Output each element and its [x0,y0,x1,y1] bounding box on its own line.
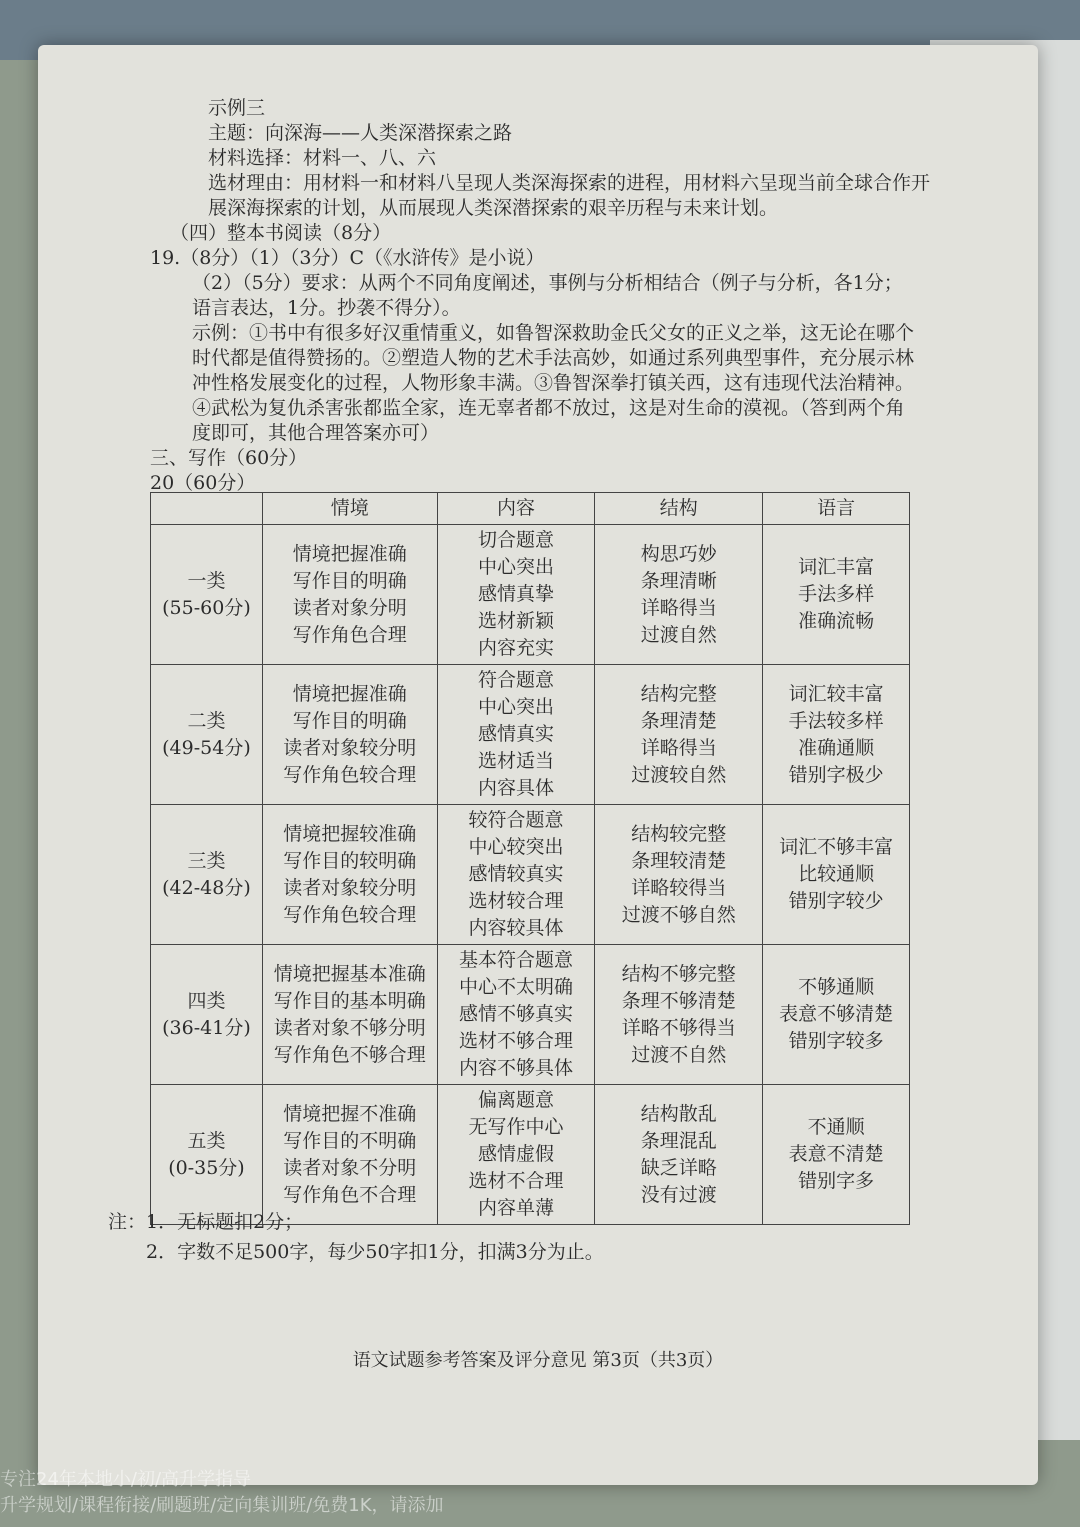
situation-criterion: 读者对象不分明 [283,1156,417,1179]
structure-criterion: 过渡不自然 [631,1043,727,1066]
content-cell [437,945,595,1085]
content-criterion: 无写作中心 [468,1116,564,1138]
q19-example-5: 度即可，其他合理答案亦可） [192,422,440,444]
grade-label: 一类 [187,569,226,592]
grade-cell [151,525,263,665]
q19-line-2: （2）（5分）要求：从两个不同角度阐述，事例与分析相结合（例子与分析，各1分； [192,272,903,294]
grade-label: 二类 [187,709,226,732]
content-criterion: 选材较合理 [468,890,564,912]
structure-criterion: 条理较清楚 [631,849,727,872]
structure-criterion: 结构完整 [640,682,717,705]
content-criterion: 感情真实 [478,723,555,745]
content-criterion: 中心不太明确 [459,976,574,998]
structure-criterion: 结构不够完整 [621,962,736,985]
watermark-line-2: 升学规划/课程衔接/刷题班/定向集训班/免费1K，请添加 [0,1495,444,1516]
table-row [151,805,910,945]
header-language: 语言 [763,493,910,525]
situation-criterion: 写作目的基本明确 [273,989,426,1012]
grade-cell [151,665,263,805]
language-criterion: 手法较多样 [788,709,884,732]
situation-criterion: 写作角色不合理 [283,1183,417,1206]
language-criterion: 表意不够清楚 [779,1003,894,1025]
content-criterion: 基本符合题意 [459,949,574,971]
structure-criterion: 详略得当 [640,736,717,759]
situation-criterion: 读者对象较分明 [283,736,417,759]
situation-cell [262,525,437,665]
situation-criterion: 情境把握准确 [292,542,407,565]
language-cell [763,525,910,665]
structure-cell [595,945,763,1085]
language-criterion: 手法多样 [798,583,875,605]
situation-criterion: 情境把握不准确 [283,1102,417,1125]
language-criterion: 不通顺 [807,1116,865,1138]
structure-criterion: 条理不够清楚 [621,989,736,1012]
content-cell [437,525,595,665]
header-content: 内容 [437,493,595,525]
language-criterion: 词汇不够丰富 [779,836,894,858]
situation-criterion: 写作目的明确 [292,569,407,592]
grade-cell [151,945,263,1085]
content-criterion: 选材不合理 [468,1170,564,1192]
situation-criterion: 读者对象分明 [292,596,407,619]
grade-label: 五类 [187,1129,226,1152]
content-criterion: 切合题意 [478,529,555,551]
q19-example-3: 冲性格发展变化的过程，人物形象丰满。③鲁智深拳打镇关西，这有违现代法治精神。 [192,372,915,394]
situation-criterion: 读者对象较分明 [283,876,417,899]
table-body [151,525,910,1225]
header-cell [151,493,263,525]
note-2: 2．字数不足500字，每少50字扣1分，扣满3分为止。 [146,1241,604,1263]
content-criterion: 感情真挚 [478,583,555,605]
language-criterion: 准确流畅 [798,610,875,632]
table-row [151,945,910,1085]
structure-cell [595,665,763,805]
grade-label: 三类 [187,849,226,872]
grade-label: 四类 [187,989,226,1012]
content-cell [437,805,595,945]
grade-cell [151,1085,263,1225]
example-reason-1: 选材理由：用材料一和材料八呈现人类深海探索的进程，用材料六呈现当前全球合作开 [208,172,931,194]
situation-criterion: 写作目的较明确 [283,849,417,872]
structure-criterion: 条理清楚 [640,709,717,732]
content-criterion: 内容单薄 [478,1197,555,1219]
structure-criterion: 详略得当 [640,596,717,619]
content-criterion: 内容具体 [478,777,555,799]
section-3-heading: 三、写作（60分） [150,447,308,469]
table-header-row [151,493,910,525]
content-criterion: 中心突出 [478,696,555,718]
notes [108,1207,908,1267]
watermark [0,1467,1080,1527]
table-row [151,525,910,665]
structure-criterion: 缺乏详略 [640,1156,717,1179]
language-cell [763,945,910,1085]
structure-criterion: 过渡不够自然 [621,903,736,926]
answer-text [150,96,931,496]
situation-criterion: 写作角色合理 [292,623,407,646]
language-criterion: 准确通顺 [798,736,875,759]
structure-criterion: 构思巧妙 [640,542,717,565]
grade-range: (49-54分) [162,736,251,759]
situation-criterion: 写作目的明确 [292,709,407,732]
language-criterion: 词汇较丰富 [788,682,884,705]
language-criterion: 错别字较少 [788,890,884,912]
situation-criterion: 写作角色不够合理 [273,1043,426,1066]
q19-line-1: 19.（8分）（1）（3分）C（《水浒传》是小说） [150,247,545,269]
situation-criterion: 写作角色较合理 [283,763,417,786]
structure-criterion: 过渡较自然 [631,763,727,786]
situation-cell [262,665,437,805]
structure-criterion: 结构散乱 [640,1102,717,1125]
content-criterion: 内容充实 [478,637,555,659]
content-criterion: 感情不够真实 [459,1003,574,1025]
structure-criterion: 条理混乱 [640,1129,717,1152]
note-1: 注：1．无标题扣2分； [108,1211,304,1233]
language-criterion: 错别字极少 [788,763,884,786]
content-criterion: 选材不够合理 [459,1030,574,1052]
language-criterion: 错别字多 [798,1170,875,1192]
grade-cell [151,805,263,945]
structure-criterion: 没有过渡 [640,1183,717,1206]
example-materials: 材料选择：材料一、八、六 [208,147,437,169]
language-criterion: 错别字较多 [788,1030,884,1052]
content-criterion: 内容较具体 [468,917,564,939]
content-criterion: 较符合题意 [468,809,564,831]
watermark-line-1: 专注24年本地小/初/高升学指导 [0,1469,252,1490]
content-criterion: 感情较真实 [468,863,564,885]
structure-criterion: 详略不够得当 [621,1016,736,1039]
language-cell [763,805,910,945]
situation-criterion: 情境把握基本准确 [273,962,426,985]
section-4-heading: （四）整本书阅读（8分） [170,222,392,244]
language-criterion: 比较通顺 [798,863,875,885]
q19-example-2: 时代都是值得赞扬的。②塑造人物的艺术手法高妙，如通过系列典型事件，充分展示林 [192,347,915,369]
situation-cell [262,945,437,1085]
situation-cell [262,805,437,945]
language-cell [763,665,910,805]
language-cell [763,1085,910,1225]
content-criterion: 选材新颖 [478,610,555,632]
table-row [151,1085,910,1225]
situation-criterion: 情境把握较准确 [283,822,417,845]
content-criterion: 感情虚假 [478,1143,555,1165]
grade-range: (42-48分) [162,876,251,899]
table-row [151,665,910,805]
language-criterion: 词汇丰富 [798,556,875,578]
content-criterion: 内容不够具体 [459,1057,574,1079]
content-criterion: 中心突出 [478,556,555,578]
content-cell [437,665,595,805]
structure-criterion: 详略较得当 [631,876,727,899]
grade-range: (36-41分) [162,1016,251,1039]
situation-criterion: 写作目的不明确 [283,1129,417,1152]
example-heading: 示例三 [208,97,266,119]
q19-example-1: 示例：①书中有很多好汉重情重义，如鲁智深救助金氏父女的正义之举，这无论在哪个 [192,322,915,344]
example-reason-2: 展深海探索的计划，从而展现人类深潜探索的艰辛历程与未来计划。 [208,197,779,219]
situation-cell [262,1085,437,1225]
header-situation: 情境 [262,493,437,525]
situation-criterion: 写作角色较合理 [283,903,417,926]
content-criterion: 中心较突出 [468,836,564,858]
page-footer: 语文试题参考答案及评分意见 第3页（共3页） [352,1350,724,1371]
structure-cell [595,805,763,945]
structure-cell [595,525,763,665]
structure-criterion: 结构较完整 [631,822,727,845]
content-criterion: 选材适当 [478,750,555,772]
language-criterion: 不够通顺 [798,976,875,998]
structure-cell [595,1085,763,1225]
language-criterion: 表意不清楚 [788,1143,884,1165]
structure-criterion: 过渡自然 [640,623,717,646]
structure-criterion: 条理清晰 [640,569,717,592]
grade-range: (55-60分) [162,596,251,619]
content-criterion: 偏离题意 [478,1089,555,1111]
grade-range: (0-35分) [168,1156,245,1179]
grading-rubric-table [150,492,910,1225]
q19-line-3: 语言表达，1分。抄袭不得分）。 [192,297,461,319]
example-theme: 主题：向深海——人类深潜探索之路 [208,122,513,144]
header-structure: 结构 [595,493,763,525]
q20-heading: 20（60分） [150,472,256,494]
situation-criterion: 读者对象不够分明 [273,1016,426,1039]
content-cell [437,1085,595,1225]
situation-criterion: 情境把握准确 [292,682,407,705]
content-criterion: 符合题意 [478,669,555,691]
q19-example-4: ④武松为复仇杀害张都监全家，连无辜者都不放过，这是对生命的漠视。（答到两个角 [192,397,905,419]
